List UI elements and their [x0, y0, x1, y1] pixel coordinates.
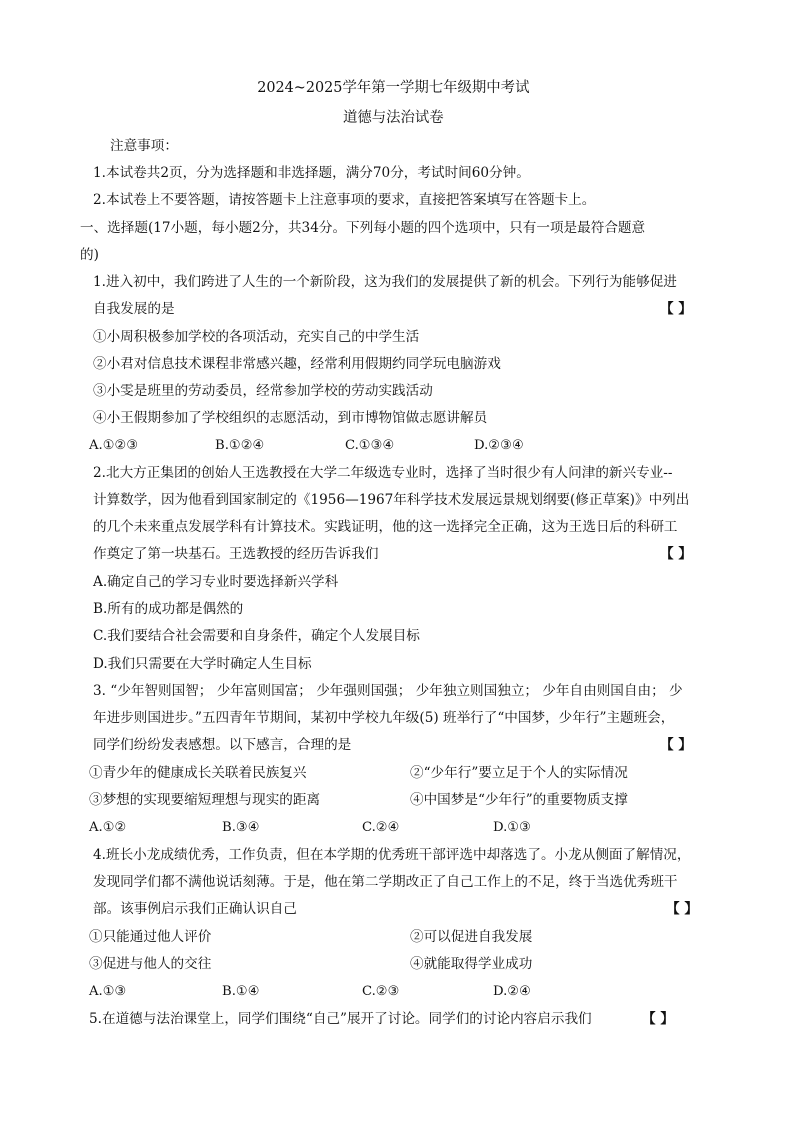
question-1-item: ①小周积极参加学校的各项活动，充实自己的中学生活	[93, 329, 420, 345]
question-4-option-b: B.①④	[222, 984, 260, 999]
question-2-option-b: B.所有的成功都是偶然的	[93, 601, 244, 617]
question-1-item: ③小雯是班里的劳动委员，经常参加学校的劳动实践活动	[93, 383, 433, 399]
question-4-stem: 发现同学们都不满他说话刻薄。于是，他在第二学期改正了自己工作上的不足，终于当选优秀班干	[93, 874, 678, 890]
question-1-stem: 1.进入初中，我们跨进了人生的一个新阶段，这为我们的发展提供了新的机会。下列行为能够促进	[93, 274, 677, 290]
question-3-stem: 同学们纷纷发表感想。以下感言，合理的是	[93, 737, 352, 753]
section-heading-cont: 的)	[80, 247, 99, 263]
notice-heading: 注意事项：	[110, 138, 178, 154]
question-3-option-a: A.①②	[89, 820, 127, 835]
notice-item: 2.本试卷上不要答题，请按答题卡上注意事项的要求，直接把答案填写在答题卡上。	[93, 192, 596, 208]
answer-bracket: 【 】	[660, 301, 692, 317]
question-4-option-c: C.②③	[362, 984, 400, 999]
question-2-stem: 的几个未来重点发展学科有计算技术。实践证明，他的这一选择完全正确，这为王选日后的科研工	[93, 519, 678, 535]
question-1-option-c: C.①③④	[345, 438, 395, 453]
question-4-item: ④就能取得学业成功	[410, 956, 533, 972]
question-2-option-a: A.确定自己的学习专业时要选择新兴学科	[93, 574, 339, 590]
question-1-item: ②小君对信息技术课程非常感兴趣，经常利用假期约同学玩电脑游戏	[93, 356, 501, 372]
question-2-option-d: D.我们只需要在大学时确定人生目标	[93, 656, 312, 672]
question-3-option-c: C.②④	[362, 820, 400, 835]
question-1-option-b: B.①②④	[215, 438, 265, 453]
answer-bracket: 【 】	[642, 1011, 674, 1027]
question-5-stem: 5.在道德与法治课堂上，同学们围绕“自己”展开了讨论。同学们的讨论内容启示我们	[89, 1011, 592, 1027]
question-2-stem: 作奠定了第一块基石。王选教授的经历告诉我们	[93, 546, 379, 562]
answer-bracket: 【 】	[660, 546, 692, 562]
question-3-option-d: D.①③	[493, 820, 531, 835]
question-4-stem: 部。该事例启示我们正确认识自己	[93, 901, 297, 917]
exam-title: 2024~2025学年第一学期七年级期中考试	[257, 80, 530, 96]
question-4-item: ③促进与他人的交往	[89, 956, 212, 972]
exam-subtitle: 道德与法治试卷	[342, 110, 444, 126]
question-1-option-d: D.②③④	[474, 438, 524, 453]
notice-item: 1.本试卷共2页，分为选择题和非选择题，满分70分，考试时间60分钟。	[93, 165, 530, 181]
answer-bracket: 【 】	[666, 901, 698, 917]
question-4-item: ②可以促进自我发展	[410, 929, 533, 945]
question-4-stem: 4.班长小龙成绩优秀，工作负责，但在本学期的优秀班干部评选中却落选了。小龙从侧面了解情况，	[93, 847, 691, 863]
question-2-stem: 2.北大方正集团的创始人王选教授在大学二年级选专业时，选择了当时很少有人问津的新兴专业--	[93, 465, 673, 481]
question-4-item: ①只能通过他人评价	[89, 929, 212, 945]
question-2-option-c: C.我们要结合社会需要和自身条件，确定个人发展目标	[93, 628, 420, 644]
question-3-option-b: B.③④	[222, 820, 260, 835]
question-3-item: ②“少年行”要立足于个人的实际情况	[410, 765, 628, 781]
question-1-item: ④小王假期参加了学校组织的志愿活动，到市博物馆做志愿讲解员	[93, 410, 488, 426]
question-3-stem: 年进步则国进步。”五四青年节期间，某初中学校九年级(5) 班举行了“中国梦，少年行”主题班会，	[93, 710, 675, 726]
question-1-stem: 自我发展的是	[93, 301, 175, 317]
question-3-item: ①青少年的健康成长关联着民族复兴	[89, 765, 307, 781]
question-4-option-d: D.②④	[493, 984, 531, 999]
question-1-option-a: A.①②③	[89, 438, 139, 453]
answer-bracket: 【 】	[660, 737, 692, 753]
question-4-option-a: A.①③	[89, 984, 127, 999]
question-3-item: ④中国梦是“少年行”的重要物质支撑	[410, 792, 628, 808]
question-3-stem: 3. “少年智则国智； 少年富则国富； 少年强则国强； 少年独立则国独立； 少年自由则国自由； 少	[93, 683, 683, 699]
section-heading: 一、选择题(17小题，每小题2分，共34分。下列每小题的四个选项中，只有一项是最符合题意	[80, 220, 646, 236]
question-3-item: ③梦想的实现要缩短理想与现实的距离	[89, 792, 321, 808]
question-2-stem: 计算数学，因为他看到国家制定的《1956—1967年科学技术发展远景规划纲要(修正草案)》中列出	[93, 492, 690, 508]
